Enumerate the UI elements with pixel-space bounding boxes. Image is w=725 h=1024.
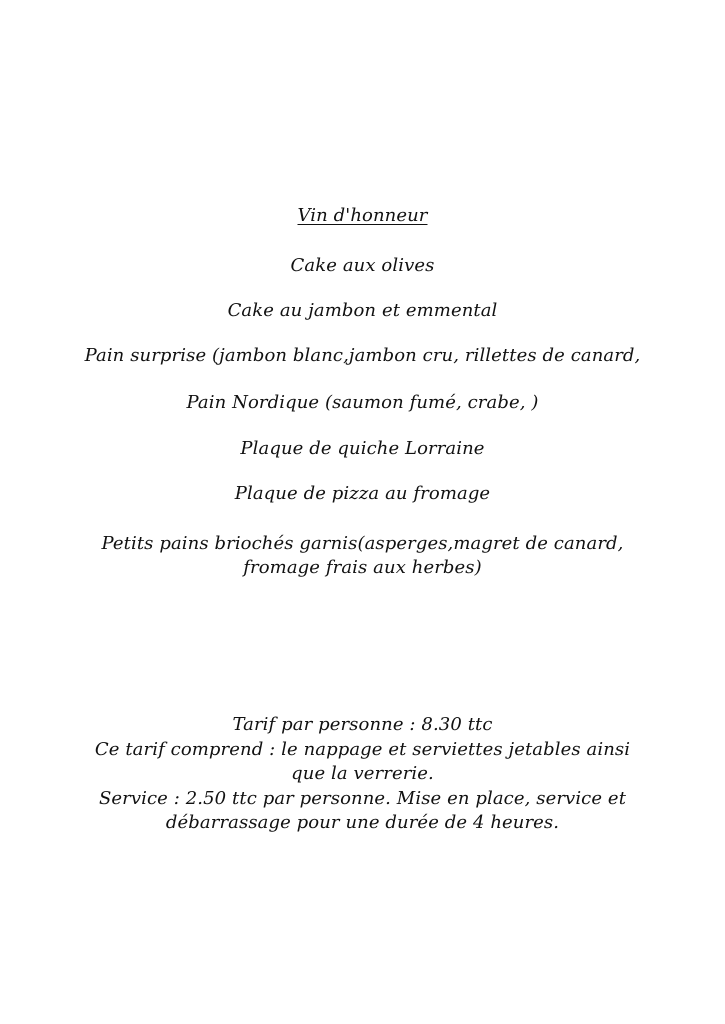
price-includes-cont: que la verrerie. — [291, 763, 434, 784]
price-includes: Ce tarif comprend : le nappage et serviettes jetables ainsi — [94, 739, 631, 760]
menu-item-cake-jambon: Cake au jambon et emmental — [227, 300, 498, 321]
service-price: Service : 2.50 ttc par personne. Mise en place, service et — [98, 788, 627, 809]
service-duration: débarrassage pour une durée de 4 heures. — [165, 812, 560, 833]
menu-item-cake-olives: Cake aux olives — [290, 255, 435, 276]
menu-title: Vin d'honneur — [297, 205, 428, 226]
price-per-person: Tarif par personne : 8.30 ttc — [232, 714, 493, 735]
menu-item-pain-surprise: Pain surprise (jambon blanc,jambon cru, rillettes de canard, — [84, 345, 641, 366]
menu-item-petits-pains: Petits pains briochés garnis(asperges,magret de canard, — [101, 533, 624, 554]
menu-item-pizza: Plaque de pizza au fromage — [234, 483, 491, 504]
menu-item-pain-nordique: Pain Nordique (saumon fumé, crabe, ) — [186, 392, 539, 413]
menu-item-quiche: Plaque de quiche Lorraine — [240, 438, 485, 459]
menu-item-petits-pains-cont: fromage frais aux herbes) — [243, 557, 482, 578]
